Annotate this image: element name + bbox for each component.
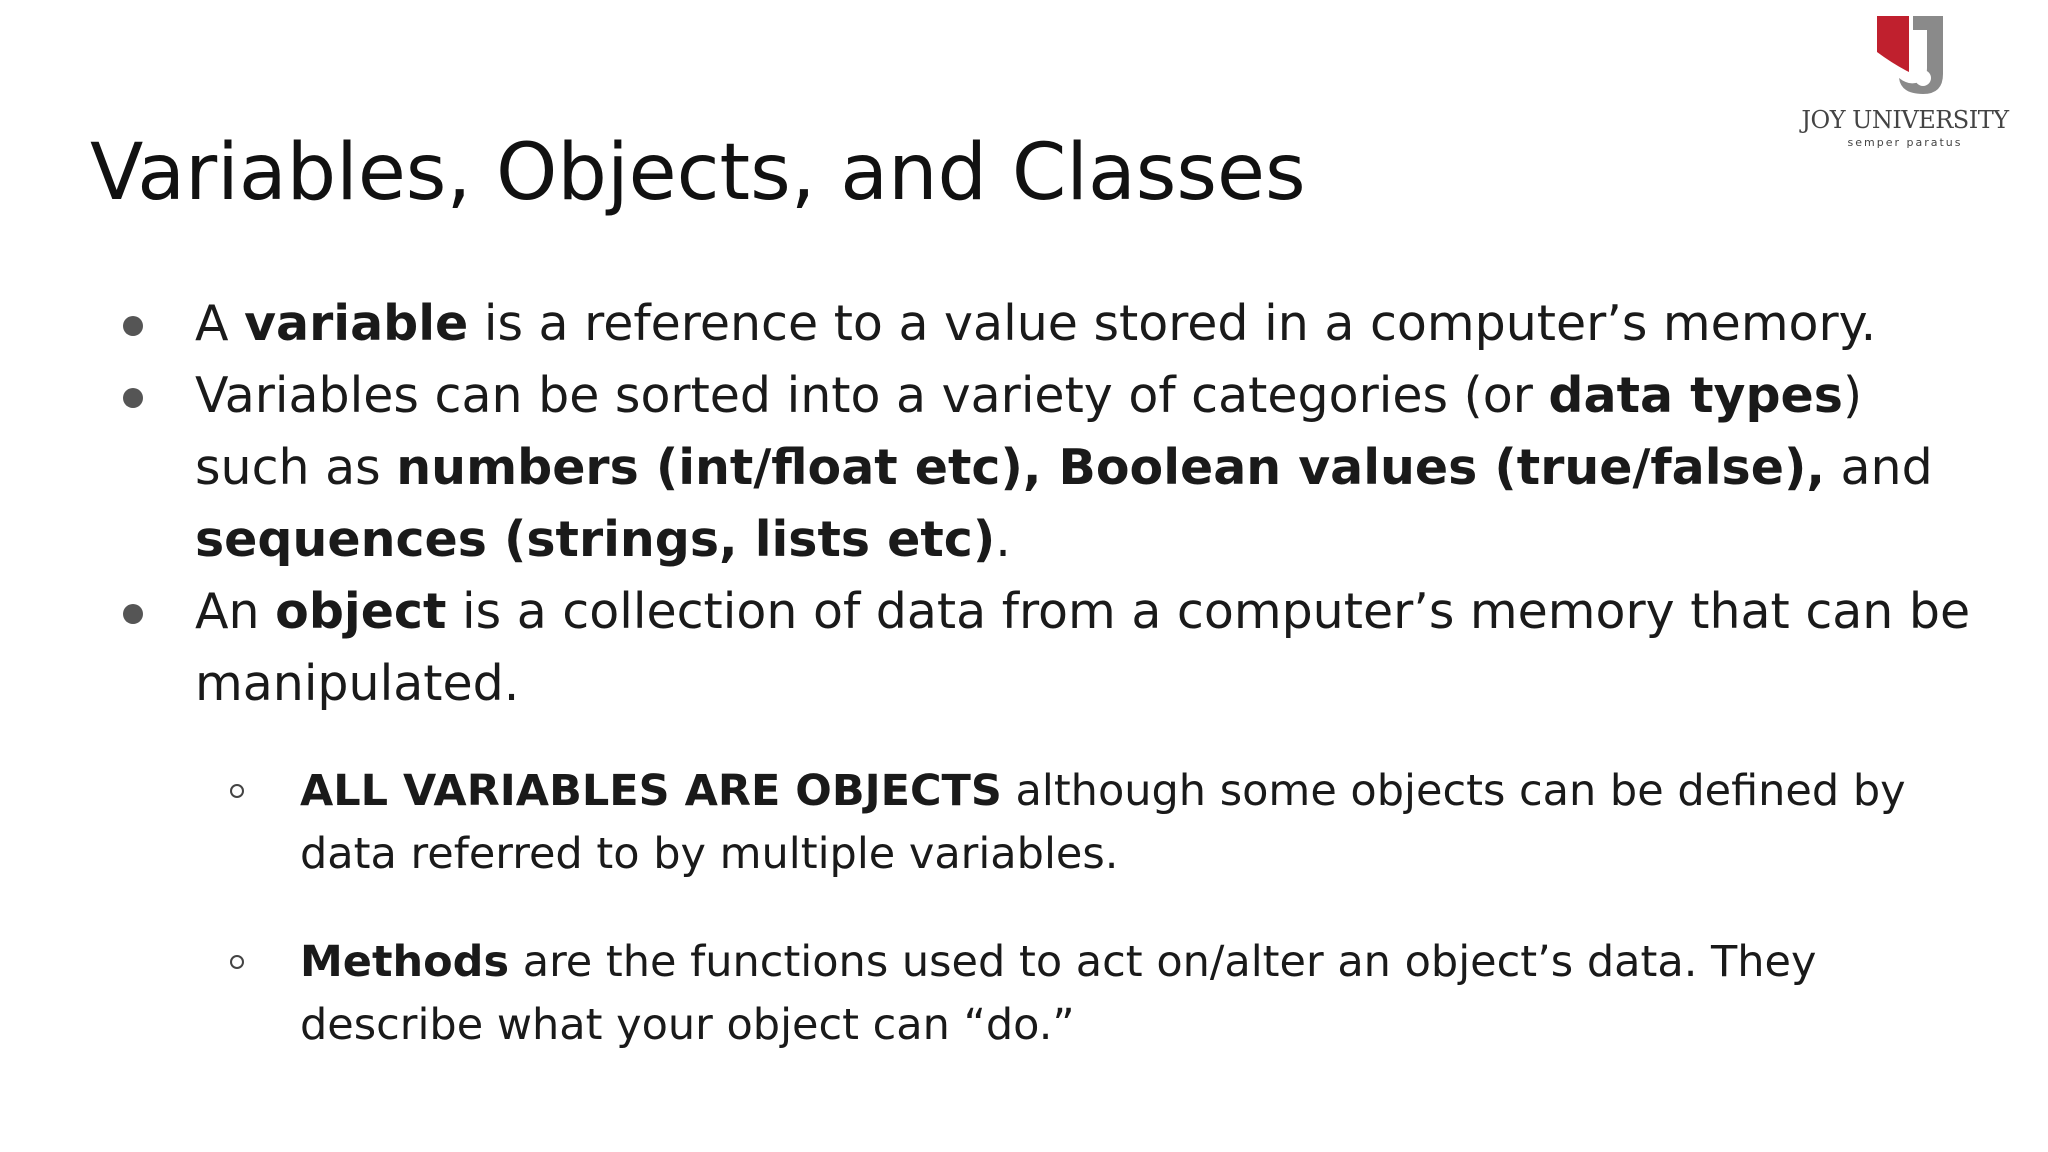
hollow-circle-bullet-icon bbox=[230, 955, 244, 969]
logo-tagline: semper paratus bbox=[1847, 136, 1963, 149]
bullet-text: An bbox=[195, 583, 276, 640]
bullet-bold-term: variable bbox=[244, 295, 469, 352]
joy-university-logo bbox=[1800, 16, 2010, 152]
bullet-list bbox=[120, 288, 1990, 720]
logo-name: JOY UNIVERSITY bbox=[1801, 106, 2009, 134]
university-emblem-icon bbox=[1875, 16, 1947, 96]
slide-title: Variables, Objects, and Classes bbox=[90, 128, 1306, 218]
bullet-bold-term: sequences (strings, lists etc) bbox=[195, 511, 996, 568]
bullet-object bbox=[120, 576, 1990, 720]
bullet-marker-icon bbox=[123, 604, 143, 624]
sub-bullet-text: although some objects can be defined by data referred to by multiple variables. bbox=[300, 766, 1906, 879]
sub-bullet-methods bbox=[225, 931, 2005, 1057]
sub-bullet-bold-term: Methods bbox=[300, 937, 510, 987]
bullet-text: and bbox=[1824, 439, 1933, 496]
bullet-text: Variables can be sorted into a variety of categories (or bbox=[195, 367, 1549, 424]
bullet-text: is a collection of data from a computer’s memory that can be manipulated. bbox=[195, 583, 1971, 712]
bullet-text: is a reference to a value stored in a computer’s memory. bbox=[468, 295, 1877, 352]
sub-bullet-list bbox=[225, 760, 2005, 1102]
sub-bullet-text: are the functions used to act on/alter an object’s data. They describe what your object can “do.” bbox=[300, 937, 1817, 1050]
hollow-circle-bullet-icon bbox=[230, 784, 244, 798]
bullet-data-types bbox=[120, 360, 1990, 576]
bullet-bold-term: numbers (int/float etc), Boolean values (true/false), bbox=[396, 439, 1825, 496]
bullet-variable bbox=[120, 288, 1990, 360]
bullet-marker-icon bbox=[123, 316, 143, 336]
bullet-text: ) such as bbox=[195, 367, 1863, 496]
bullet-bold-term: data types bbox=[1548, 367, 1843, 424]
bullet-text: . bbox=[995, 511, 1011, 568]
sub-bullet-bold-term: ALL VARIABLES ARE OBJECTS bbox=[300, 766, 1002, 816]
bullet-bold-term: object bbox=[275, 583, 447, 640]
bullet-text: A bbox=[195, 295, 245, 352]
bullet-marker-icon bbox=[123, 388, 143, 408]
sub-bullet-all-variables bbox=[225, 760, 2005, 886]
